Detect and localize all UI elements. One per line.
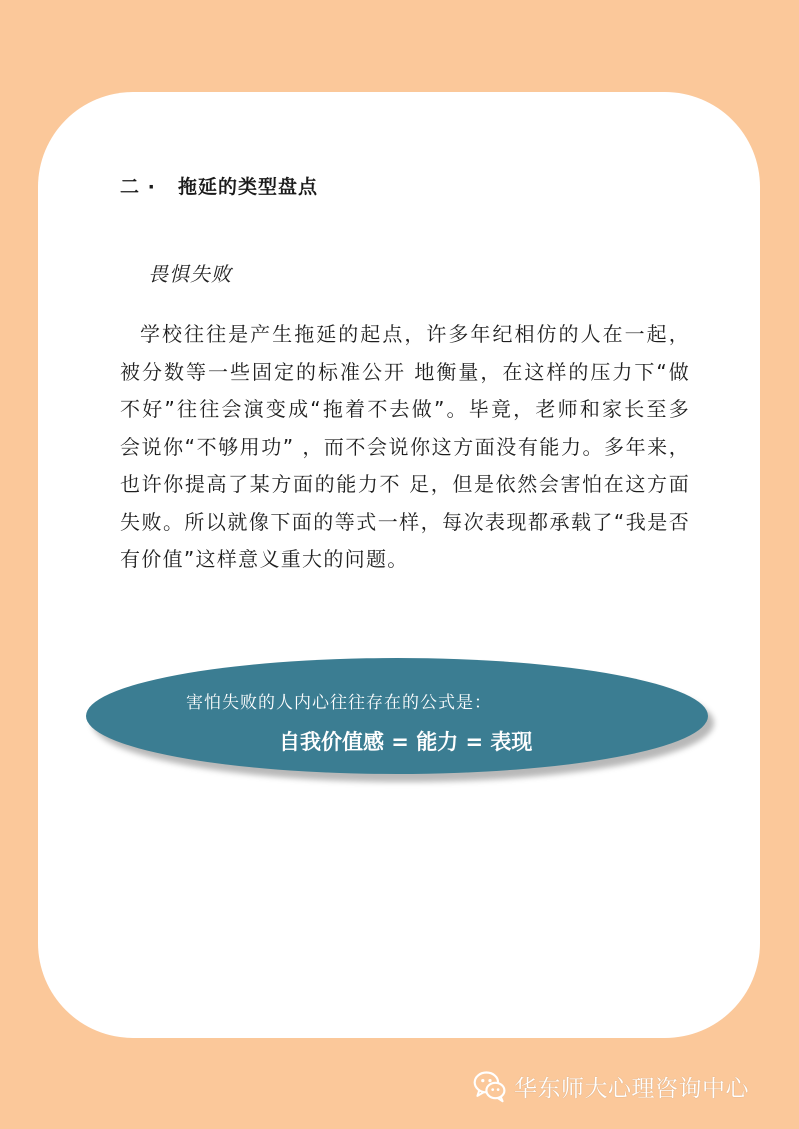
section-number: 二 ·	[120, 176, 156, 198]
footer-text: 华东师大心理咨询中心	[514, 1075, 749, 1102]
callout-caption: 害怕失败的人内心往往存在的公式是：	[186, 693, 492, 713]
callout-ellipse	[86, 658, 708, 774]
callout-formula: 自我价值感 = 能力 = 表现	[279, 730, 533, 754]
section-heading	[120, 172, 318, 199]
section-title: 拖延的类型盘点	[178, 176, 319, 198]
subsection-title: 畏惧失败	[148, 262, 232, 286]
footer-watermark	[472, 1068, 749, 1104]
body-paragraph: 学校往往是产生拖延的起点，许多年纪相仿的人在一起，被分数等一些固定的标准公开 地衡量，在这样的压力下“做不好”往往会演变成“拖着不去做”。毕竟，老师和家长至多 会说你“不够用功” ，而不会说你这方面没有能力。多年来，也许你提高了某方面的能力不 足，但是依然会害怕在这方面失败。所以就像下面的等式一样，每次表现都承载了“我是否 有价值”这样意义重大的问题。	[120, 322, 690, 571]
wechat-icon	[472, 1068, 508, 1104]
